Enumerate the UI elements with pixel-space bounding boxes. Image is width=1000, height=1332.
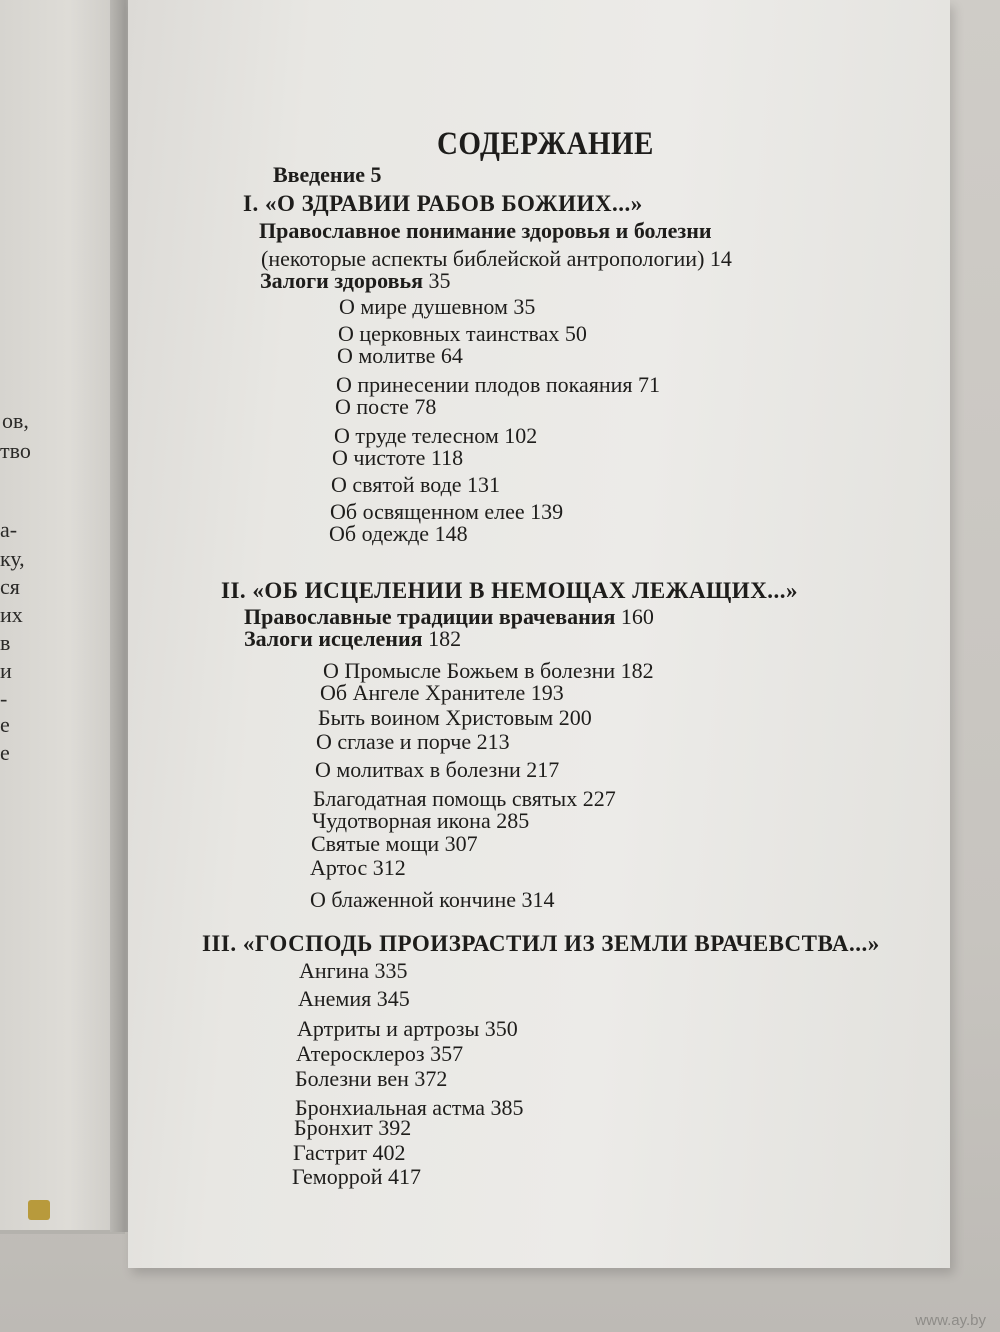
part2-healing-label: Залоги исцеления	[244, 626, 423, 651]
left-page-fragment: -	[0, 686, 8, 711]
toc-entry: Быть воином Христовым 200	[318, 705, 592, 730]
left-page-fragment: ку,	[0, 546, 25, 571]
left-page-fragment: их	[0, 602, 23, 627]
toc-entry: Об одежде 148	[329, 521, 468, 546]
toc-title: СОДЕРЖАНИЕ	[437, 126, 654, 162]
toc-entry: О церковных таинствах 50	[338, 321, 587, 346]
toc-entry: Артриты и артрозы 350	[297, 1016, 518, 1041]
toc-entry: О сглазе и порче 213	[316, 729, 510, 754]
watermark: www.ay.by	[915, 1312, 986, 1329]
part2-traditions-label: Православные традиции врачевания	[244, 604, 616, 629]
toc-entry: Бронхит 392	[294, 1115, 412, 1140]
toc-entry: Благодатная помощь святых 227	[313, 786, 616, 811]
part1-foundations-page: 35	[428, 268, 451, 293]
part2-healing-page: 182	[428, 626, 462, 651]
toc-entry: О молитвах в болезни 217	[315, 757, 560, 782]
left-page-fragment: тво	[0, 438, 31, 463]
toc-entry: Анемия 345	[298, 986, 410, 1011]
toc-entry: Артос 312	[310, 855, 406, 880]
left-page-fragment: е	[0, 712, 10, 737]
part1-subtitle: Православное понимание здоровья и болезни	[259, 218, 712, 243]
toc-entry: Геморрой 417	[292, 1164, 422, 1189]
toc-intro-page: 5	[370, 162, 382, 187]
toc-entry: О труде телесном 102	[334, 423, 538, 448]
toc-entry: О молитве 64	[337, 343, 463, 368]
toc-entry: О посте 78	[335, 394, 437, 419]
part2-traditions	[244, 606, 654, 628]
toc-entry: Гастрит 402	[293, 1140, 406, 1165]
toc-entry: Бронхиальная астма 385	[295, 1095, 524, 1120]
toc-intro	[273, 164, 382, 186]
toc-intro-label: Введение	[273, 162, 366, 187]
part1-heading: I. «О ЗДРАВИИ РАБОВ БОЖИИХ...»	[243, 191, 643, 216]
toc-entry: Об освященном елее 139	[330, 499, 564, 524]
toc-entry: О святой воде 131	[331, 472, 501, 497]
part1-foundations	[260, 270, 451, 292]
left-page-fragment: ся	[0, 574, 20, 599]
toc-entry: Атеросклероз 357	[296, 1041, 464, 1066]
part1-subtitle-cont: (некоторые аспекты библейской антропологии) 14	[261, 246, 732, 271]
left-page-fragment: е	[0, 740, 10, 765]
part3-heading: III. «ГОСПОДЬ ПРОИЗРАСТИЛ ИЗ ЗЕМЛИ ВРАЧЕВСТВА...»	[202, 931, 880, 956]
toc-entry: О мире душевном 35	[339, 294, 536, 319]
part2-healing	[244, 628, 461, 650]
part1-foundations-label: Залоги здоровья	[260, 268, 423, 293]
toc-entry: О принесении плодов покаяния 71	[336, 372, 661, 397]
toc-entry: Чудотворная икона 285	[312, 808, 530, 833]
left-page-fragment: ов,	[2, 408, 29, 433]
toc-entry: О чистоте 118	[332, 445, 464, 470]
toc-entry: О блаженной кончине 314	[310, 887, 555, 912]
toc-entry: Болезни вен 372	[295, 1066, 448, 1091]
toc-entry: Об Ангеле Хранителе 193	[320, 680, 564, 705]
part2-traditions-page: 160	[620, 604, 654, 629]
part2-heading: II. «ОБ ИСЦЕЛЕНИИ В НЕМОЩАХ ЛЕЖАЩИХ...»	[221, 578, 799, 603]
toc-entry: Святые мощи 307	[311, 831, 478, 856]
toc-entry: О Промысле Божьем в болезни 182	[323, 658, 654, 683]
left-page-fragment: а-	[0, 517, 18, 542]
left-page-fragment: и	[0, 658, 12, 683]
left-page-fragment: в	[0, 630, 11, 655]
toc-entry: Ангина 335	[299, 958, 408, 983]
